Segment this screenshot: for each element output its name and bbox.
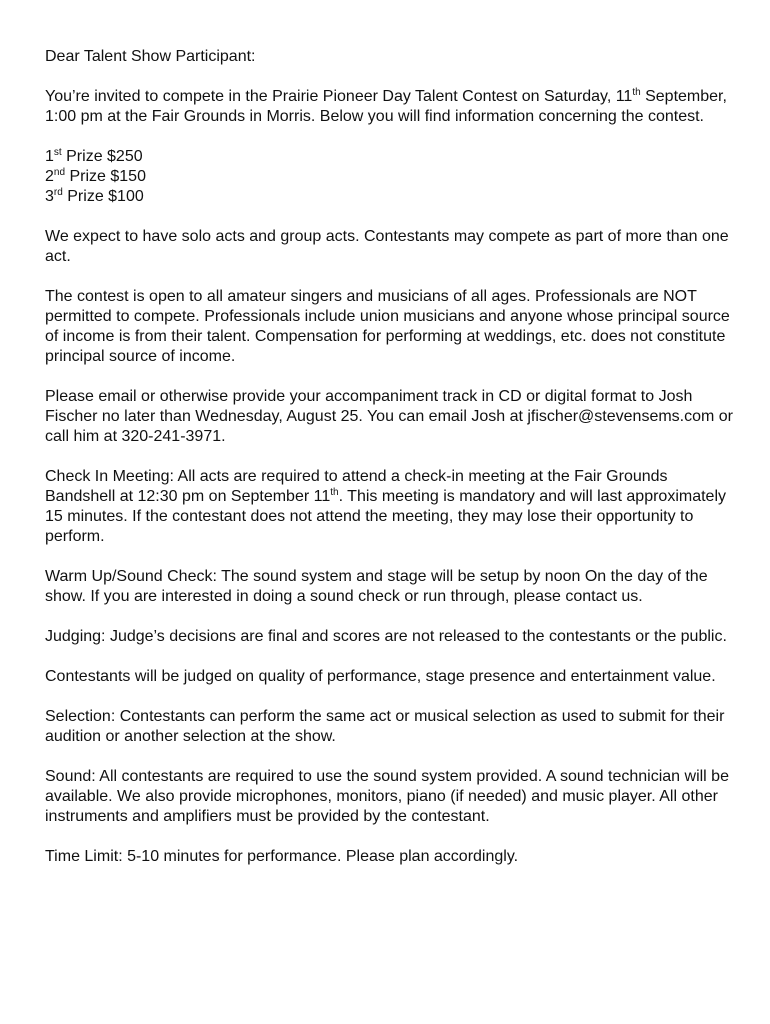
accompaniment-paragraph: Please email or otherwise provide your accompaniment track in CD or digital format to Josh Fischer no later than Wednesday, August 25. You can email Josh at jfischer@stevensems.com or call him at 320-241-3971. <box>45 388 734 445</box>
eligibility-paragraph: The contest is open to all amateur singers and musicians of all ages. Professionals are NOT permitted to compete. Professionals include union musicians and anyone whose principal source of income is from their talent. Compensation for performing at weddings, etc. does not constitute principal source of income. <box>45 288 730 365</box>
invitation-text-part1: You’re invited to compete in the Prairie Pioneer Day Talent Contest on Saturday, 11 <box>45 88 633 105</box>
checkin-text-part2: . This meeting is mandatory and will last approximately 15 minutes. If the contestant does not attend the meeting, they may lose their opportunity to perform. <box>45 488 727 545</box>
prize-rank: 1 <box>45 148 54 165</box>
salutation: Dear Talent Show Participant: <box>45 48 256 65</box>
invitation-paragraph <box>45 87 735 127</box>
prize-rank: 2 <box>45 168 54 185</box>
prize-amount: Prize $250 <box>61 148 143 165</box>
prize-amount: Prize $150 <box>65 168 146 185</box>
judging-paragraph: Judging: Judge’s decisions are final and scores are not released to the contestants or the public. <box>45 628 727 645</box>
prize-rank-suffix: nd <box>53 167 66 178</box>
checkin-text-part1: Check In Meeting: All acts are required to attend a check-in meeting at the Fair Grounds Bandshell at 12:30 pm on September 11 <box>45 468 668 505</box>
time-limit-paragraph: Time Limit: 5-10 minutes for performance. Please plan accordingly. <box>45 848 519 865</box>
acts-paragraph: We expect to have solo acts and group acts. Contestants may compete as part of more than one act. <box>45 228 729 265</box>
prize-first <box>45 147 735 167</box>
warmup-paragraph: Warm Up/Sound Check: The sound system and stage will be setup by noon On the day of the show. If you are interested in doing a sound check or run through, please contact us. <box>45 568 708 605</box>
prize-second <box>45 167 735 187</box>
checkin-date-suffix: th <box>330 487 339 498</box>
invitation-date-suffix: th <box>632 87 641 98</box>
letter-body <box>45 47 735 887</box>
prize-amount: Prize $100 <box>62 188 144 205</box>
prize-rank-suffix: st <box>53 147 62 158</box>
prize-rank: 3 <box>45 188 54 205</box>
checkin-paragraph <box>45 467 735 547</box>
sound-paragraph: Sound: All contestants are required to use the sound system provided. A sound technician will be available. We also provide microphones, monitors, piano (if needed) and music player. All other instruments and amplifiers must be provided by the contestant. <box>45 768 729 825</box>
prize-third <box>45 187 735 207</box>
prize-rank-suffix: rd <box>53 187 63 198</box>
prize-list <box>45 147 735 207</box>
invitation-text-part2: September, 1:00 pm at the Fair Grounds in Morris. Below you will find information concerning the contest. <box>45 88 727 125</box>
selection-paragraph: Selection: Contestants can perform the same act or musical selection as used to submit for their audition or another selection at the show. <box>45 708 725 745</box>
criteria-paragraph: Contestants will be judged on quality of performance, stage presence and entertainment value. <box>45 668 716 685</box>
